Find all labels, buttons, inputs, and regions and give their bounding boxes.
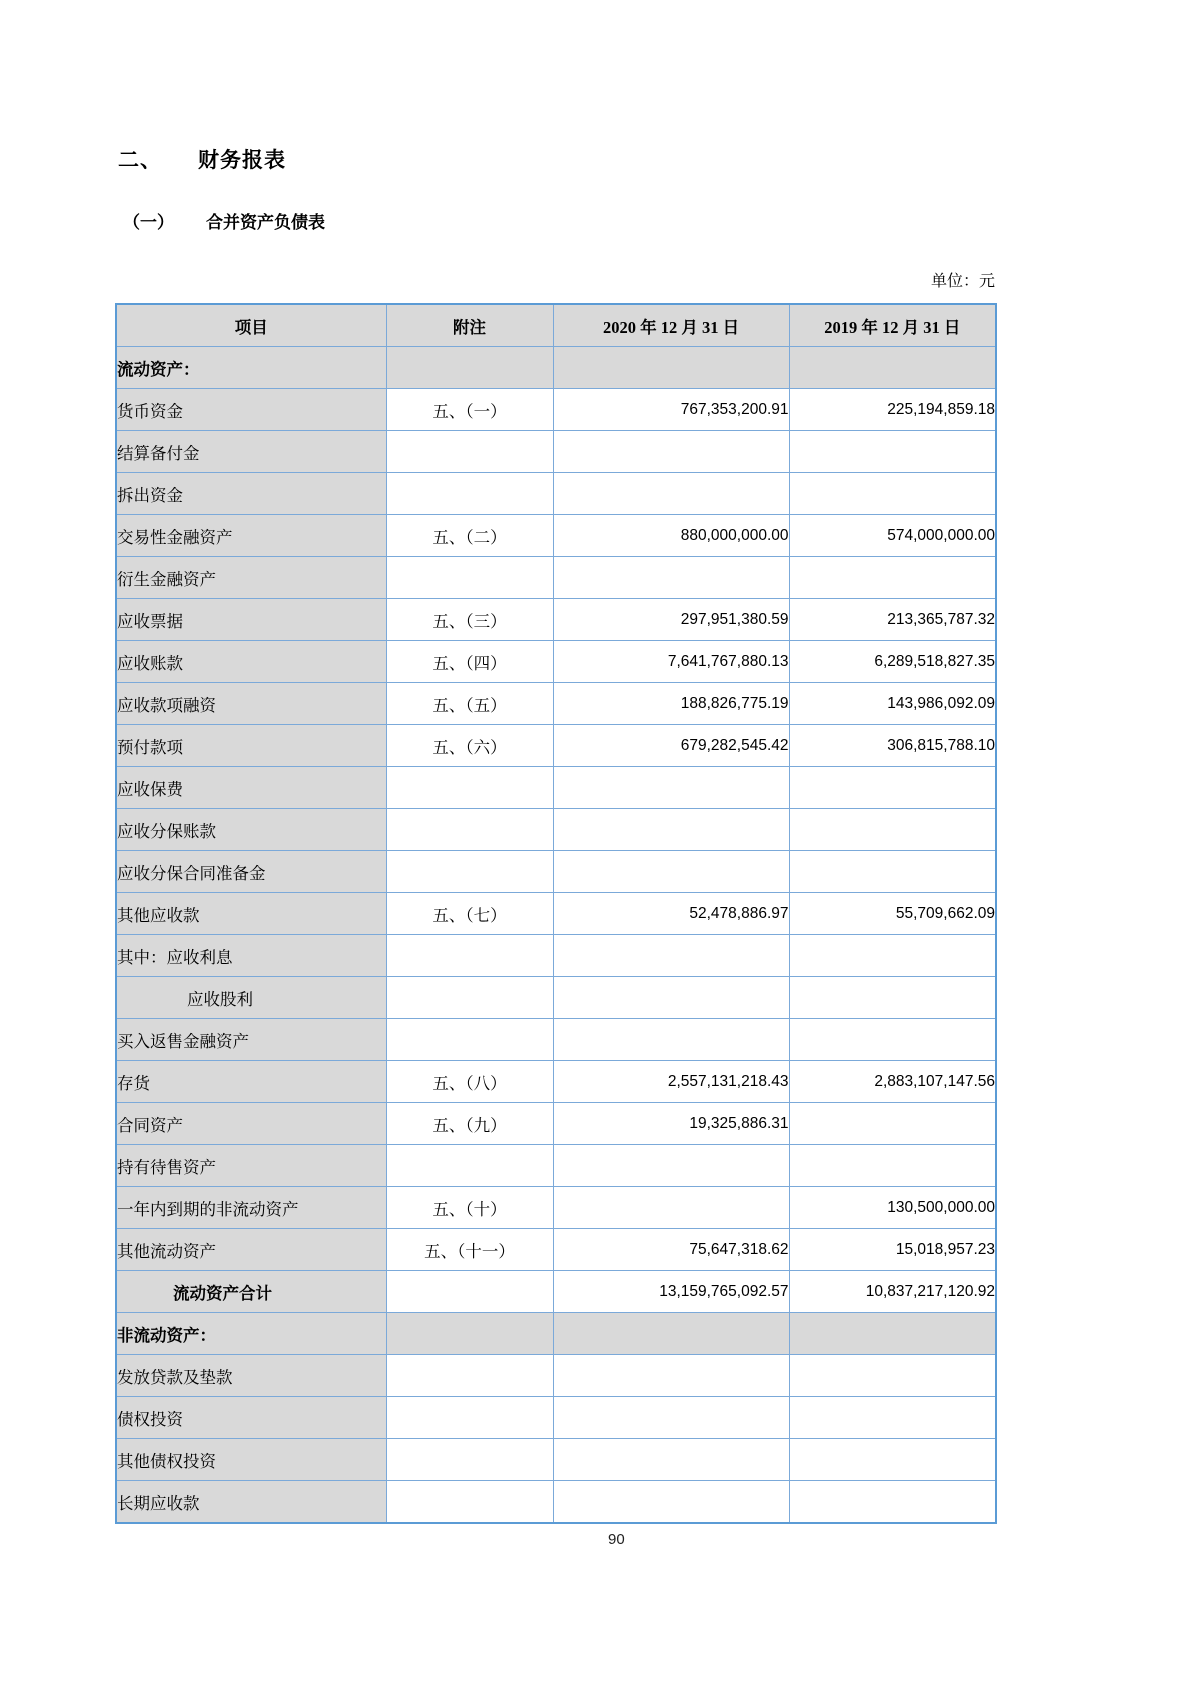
note-cell [386,935,553,977]
table-row [116,767,996,809]
item-cell: 债权投资 [116,1397,386,1439]
value-2019-cell [789,851,996,893]
item-cell: 合同资产 [116,1103,386,1145]
value-2019-cell: 574,000,000.00 [789,515,996,557]
item-cell: 流动资产合计 [116,1271,386,1313]
value-2019-cell: 306,815,788.10 [789,725,996,767]
item-cell: 长期应收款 [116,1481,386,1524]
note-cell [386,431,553,473]
value-2019-cell [789,473,996,515]
value-2019-cell [789,1397,996,1439]
value-2019-cell [789,1103,996,1145]
note-cell: 五、（五） [386,683,553,725]
item-cell: 其他流动资产 [116,1229,386,1271]
table-row [116,893,996,935]
note-cell: 五、（十） [386,1187,553,1229]
item-cell: 交易性金融资产 [116,515,386,557]
value-2019-cell [789,977,996,1019]
value-2019-cell: 143,986,092.09 [789,683,996,725]
note-cell [386,347,553,389]
item-cell: 结算备付金 [116,431,386,473]
table-row [116,809,996,851]
table-row [116,389,996,431]
value-2020-cell [553,1019,789,1061]
note-cell [386,1145,553,1187]
item-cell: 其中：应收利息 [116,935,386,977]
note-cell [386,977,553,1019]
value-2020-cell [553,431,789,473]
value-2019-cell [789,557,996,599]
table-row [116,851,996,893]
value-2019-cell: 6,289,518,827.35 [789,641,996,683]
item-cell: 应收分保账款 [116,809,386,851]
table-row [116,1355,996,1397]
table-row [116,1019,996,1061]
value-2020-cell [553,557,789,599]
value-2020-cell [553,1481,789,1524]
section-heading [118,144,286,174]
value-2020-cell [553,1313,789,1355]
note-cell [386,1019,553,1061]
value-2020-cell [553,1145,789,1187]
table-row [116,599,996,641]
table-row [116,1439,996,1481]
note-cell: 五、（一） [386,389,553,431]
table-row [116,515,996,557]
value-2019-cell: 10,837,217,120.92 [789,1271,996,1313]
value-2020-cell [553,473,789,515]
subheading-text: 合并资产负债表 [206,213,325,232]
item-cell: 一年内到期的非流动资产 [116,1187,386,1229]
column-header-2019: 2019 年 12 月 31 日 [789,304,996,347]
value-2019-cell: 213,365,787.32 [789,599,996,641]
item-cell: 其他应收款 [116,893,386,935]
value-2020-cell [553,1355,789,1397]
note-cell: 五、（十一） [386,1229,553,1271]
table-row [116,1229,996,1271]
value-2020-cell: 297,951,380.59 [553,599,789,641]
item-cell: 预付款项 [116,725,386,767]
value-2020-cell: 13,159,765,092.57 [553,1271,789,1313]
table-row [116,977,996,1019]
value-2020-cell [553,809,789,851]
heading-number: 二、 [118,148,162,172]
value-2020-cell [553,1439,789,1481]
balance-sheet-table [115,303,997,1524]
table-row [116,1481,996,1524]
heading-text: 财务报表 [198,148,286,172]
note-cell [386,473,553,515]
value-2020-cell [553,851,789,893]
value-2019-cell: 225,194,859.18 [789,389,996,431]
table-row [116,725,996,767]
item-cell: 存货 [116,1061,386,1103]
item-cell: 持有待售资产 [116,1145,386,1187]
balance-sheet-body [116,347,996,1524]
note-cell [386,1481,553,1524]
value-2020-cell [553,1187,789,1229]
value-2020-cell: 19,325,886.31 [553,1103,789,1145]
value-2020-cell [553,977,789,1019]
item-cell: 其他债权投资 [116,1439,386,1481]
section-row [116,347,996,389]
note-cell [386,1439,553,1481]
table-row [116,1397,996,1439]
note-cell [386,767,553,809]
value-2019-cell [789,431,996,473]
note-cell [386,1397,553,1439]
value-2019-cell: 55,709,662.09 [789,893,996,935]
note-cell [386,1355,553,1397]
header-row [116,304,996,347]
value-2020-cell: 767,353,200.91 [553,389,789,431]
note-cell: 五、（六） [386,725,553,767]
item-cell: 流动资产： [116,347,386,389]
note-cell: 五、（三） [386,599,553,641]
item-cell: 衍生金融资产 [116,557,386,599]
note-cell [386,851,553,893]
value-2020-cell: 2,557,131,218.43 [553,1061,789,1103]
value-2019-cell [789,1313,996,1355]
value-2019-cell: 2,883,107,147.56 [789,1061,996,1103]
note-cell [386,557,553,599]
value-2020-cell [553,1397,789,1439]
item-cell: 货币资金 [116,389,386,431]
value-2020-cell: 75,647,318.62 [553,1229,789,1271]
table-row [116,473,996,515]
value-2019-cell [789,1355,996,1397]
value-2020-cell: 52,478,886.97 [553,893,789,935]
item-cell: 应收账款 [116,641,386,683]
item-cell: 应收保费 [116,767,386,809]
table-row [116,683,996,725]
column-header-note: 附注 [386,304,553,347]
value-2020-cell [553,347,789,389]
item-cell: 应收分保合同准备金 [116,851,386,893]
value-2019-cell [789,347,996,389]
value-2019-cell: 15,018,957.23 [789,1229,996,1271]
value-2020-cell [553,767,789,809]
value-2019-cell [789,935,996,977]
value-2019-cell [789,1019,996,1061]
subsection-heading [123,208,325,233]
value-2019-cell: 130,500,000.00 [789,1187,996,1229]
page-number: 90 [608,1531,625,1548]
unit-label: 单位：元 [930,273,995,290]
item-cell: 拆出资金 [116,473,386,515]
value-2020-cell: 188,826,775.19 [553,683,789,725]
note-cell [386,1271,553,1313]
item-cell: 发放贷款及垫款 [116,1355,386,1397]
value-2019-cell [789,1439,996,1481]
table-row [116,431,996,473]
item-cell: 买入返售金融资产 [116,1019,386,1061]
note-cell: 五、（九） [386,1103,553,1145]
value-2019-cell [789,767,996,809]
column-header-2020: 2020 年 12 月 31 日 [553,304,789,347]
table-row [116,1061,996,1103]
item-cell: 应收款项融资 [116,683,386,725]
table-row [116,641,996,683]
column-header-item: 项目 [116,304,386,347]
value-2020-cell [553,935,789,977]
value-2020-cell: 679,282,545.42 [553,725,789,767]
table-row [116,557,996,599]
item-cell: 应收票据 [116,599,386,641]
note-cell: 五、（二） [386,515,553,557]
subheading-number: （一） [123,213,174,232]
item-cell: 非流动资产： [116,1313,386,1355]
table-row [116,1145,996,1187]
note-cell: 五、（八） [386,1061,553,1103]
table-row [116,935,996,977]
value-2020-cell: 880,000,000.00 [553,515,789,557]
value-2020-cell: 7,641,767,880.13 [553,641,789,683]
note-cell: 五、（七） [386,893,553,935]
table-row [116,1187,996,1229]
note-cell: 五、（四） [386,641,553,683]
section-row [116,1313,996,1355]
value-2019-cell [789,809,996,851]
note-cell [386,809,553,851]
item-cell: 应收股利 [116,977,386,1019]
value-2019-cell [789,1481,996,1524]
table-row [116,1103,996,1145]
value-2019-cell [789,1145,996,1187]
note-cell [386,1313,553,1355]
table-row [116,1271,996,1313]
